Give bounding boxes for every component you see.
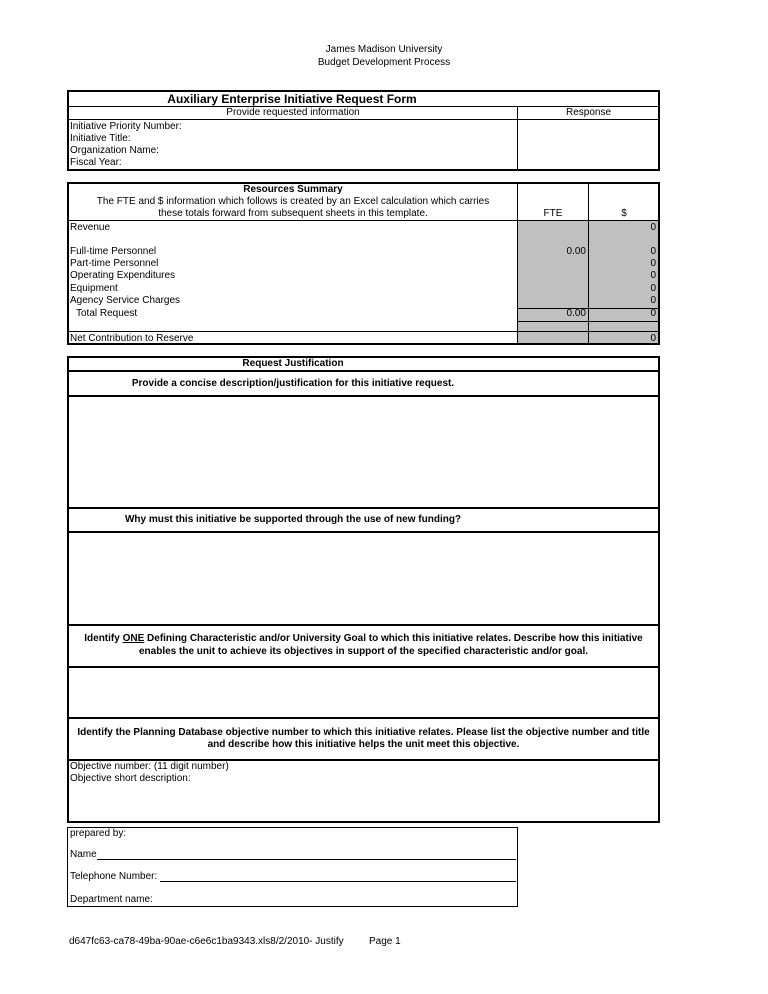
justification-title: Request Justification: [242, 358, 344, 369]
question-characteristic-line1: Identify ONE Defining Characteristic and/or University Goal to which this initiative relates. Describe how this initiative: [84, 633, 643, 644]
field-title: Initiative Title:: [70, 133, 131, 144]
footer-page: Page 1: [369, 936, 401, 947]
row-dollar: 0: [650, 295, 656, 306]
prepared-by-label: prepared by:: [70, 828, 127, 839]
row-dollar: 0: [650, 270, 656, 281]
row-dollar: 0: [650, 283, 656, 294]
row-label: Full-time Personnel: [70, 246, 157, 257]
department-label: Department name:: [70, 894, 153, 905]
row-dollar: 0: [650, 258, 656, 269]
row-label: Equipment: [70, 283, 118, 294]
row-fte: 0.00: [566, 246, 586, 257]
telephone-label: Telephone Number:: [70, 871, 158, 882]
revenue-value: 0: [650, 222, 656, 233]
question-objective-line1: Identify the Planning Database objective number to which this initiative relates. Please list the objective number and title: [77, 727, 650, 738]
row-label: Part-time Personnel: [70, 258, 159, 269]
question-characteristic-line2: enables the unit to achieve its objectives in support of the specified characteristic and/or goal.: [139, 646, 588, 657]
objective-number-label: Objective number: (11 digit number): [70, 761, 229, 772]
resources-title: Resources Summary: [243, 184, 343, 195]
name-field[interactable]: [97, 859, 516, 860]
response-label: Response: [565, 107, 612, 118]
description-answer-area[interactable]: [69, 397, 658, 506]
col-fte: FTE: [543, 208, 563, 219]
row-dollar: 0: [650, 246, 656, 257]
provide-label: Provide requested information: [226, 107, 360, 118]
revenue-label: Revenue: [70, 222, 111, 233]
total-label: Total Request: [76, 308, 138, 319]
footer-filename: d647fc63-ca78-49ba-90ae-c6e6c1ba9343.xls8/2/2010- Justify: [69, 936, 344, 947]
net-label: Net Contribution to Reserve: [70, 333, 194, 344]
form-title: Auxiliary Enterprise Initiative Request Form: [167, 92, 417, 106]
row-label: Agency Service Charges: [70, 295, 181, 306]
row-label: Operating Expenditures: [70, 270, 176, 281]
telephone-field[interactable]: [160, 881, 516, 882]
process-name: Budget Development Process: [317, 57, 451, 68]
university-name: James Madison University: [325, 44, 443, 55]
total-dollar: 0: [650, 308, 656, 319]
question-objective-line2: and describe how this initiative helps the unit meet this objective.: [207, 739, 520, 750]
field-priority: Initiative Priority Number:: [70, 121, 182, 132]
field-fiscal-year: Fiscal Year:: [70, 157, 122, 168]
characteristic-answer-area[interactable]: [69, 668, 658, 716]
col-dollar: $: [621, 208, 627, 219]
funding-answer-area[interactable]: [69, 533, 658, 623]
question-new-funding: Why must this initiative be supported through the use of new funding?: [124, 514, 462, 525]
net-value: 0: [650, 333, 656, 344]
total-fte: 0.00: [566, 308, 586, 319]
question-description: Provide a concise description/justification for this initiative request.: [131, 378, 455, 389]
resources-desc-1: The FTE and $ information which follows is created by an Excel calculation which carries: [96, 196, 490, 207]
field-organization: Organization Name:: [70, 145, 159, 156]
name-label: Name: [70, 849, 97, 860]
objective-description-label: Objective short description:: [70, 773, 191, 784]
resources-desc-2: these totals forward from subsequent sheets in this template.: [158, 208, 428, 219]
